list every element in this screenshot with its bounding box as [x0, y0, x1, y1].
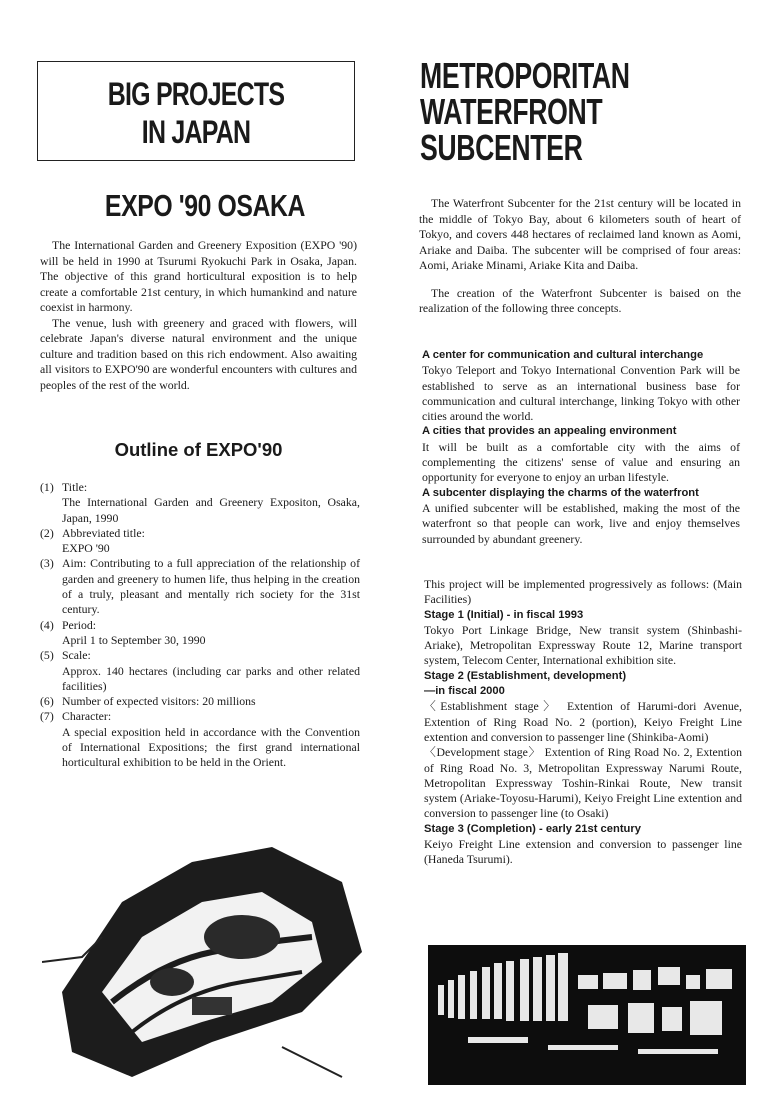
- outline-label: Character:: [62, 709, 112, 724]
- outline-num: (1): [40, 480, 54, 494]
- outline-value: April 1 to September 30, 1990: [62, 632, 206, 647]
- expo-intro-paragraph: The venue, lush with greenery and graced with flowers, will celebrate Japan's diverse natural environment and the unique culture and tradition based on this rich endowment. Also awaiting all visitors to EXPO'90 are wonderful encounters with cultures and peoples of the rest of the world.: [40, 315, 357, 392]
- waterfront-title: [420, 55, 630, 168]
- outline-num: (2): [40, 525, 54, 540]
- outline-label: Period:: [62, 617, 97, 632]
- stage-heading: Stage 2 (Establishment, development): [424, 669, 627, 682]
- outline-item: [40, 648, 360, 694]
- stage-body: 〈Development stage〉 Extention of Ring Road No. 2, Extention of Ring Road No. 3, Metropolitan Expressway Narumi Route, Metropolitan Expressway Toshin-Rinkai Route, New transit system (Ariake-Toyosu-Harumi), Keiyo Freight Line extention and conversion to passenger line (to Osaki): [424, 745, 742, 821]
- waterfront-intro-paragraph: The Waterfront Subcenter for the 21st century will be located in the middle of Tokyo Bay, about 6 kilometers south of heart of Tokyo, and covers 448 hectares of reclaimed land known as Aomi, Ariake and Daiba. The subcenter will be comprised of four areas: Aomi, Ariake Minami, Ariake Kita and Daiba.: [419, 196, 741, 272]
- outline-item: [40, 480, 360, 526]
- waterfront-intro: [419, 196, 741, 329]
- outline-heading: Outline of EXPO'90: [114, 439, 283, 460]
- outline-label: Abbreviated title:: [62, 525, 145, 540]
- outline-label: Scale:: [62, 648, 91, 663]
- section-title-box: [37, 61, 355, 161]
- outline-value: A special exposition held in accordance with the Convention of International Expositions; the first grand international horticultural exhibition to be held in the Orient.: [62, 724, 360, 770]
- implementation-section: [424, 577, 742, 868]
- outline-num: (5): [40, 648, 54, 663]
- box-title-line-1: BIG PROJECTS: [107, 76, 285, 112]
- outline-num: (6): [40, 694, 54, 709]
- expo-intro-paragraph: The International Garden and Greenery Exposition (EXPO '90) will be held in 1990 at Tsurumi Ryokuchi Park in Osaka, Japan. The objective of this grand horticultural exposition is to help create a comfortable 21st century, in which humankind and nature coexist in harmony.: [40, 238, 357, 314]
- concept-body: Tokyo Teleport and Tokyo International Convention Park will be established to serve as an international business base for communication and cultural interchange, linking Tokyo with other cities around the world.: [422, 363, 740, 424]
- expo-intro: [40, 238, 357, 393]
- outline-num: (7): [40, 709, 54, 724]
- outline-item: [40, 618, 360, 649]
- outline-num: (3): [40, 556, 54, 571]
- waterfront-title-line: SUBCENTER: [420, 127, 583, 168]
- implementation-intro: This project will be implemented progressively as follows: (Main Facilities): [424, 577, 742, 607]
- concepts-list: [422, 348, 740, 547]
- waterfront-title-line: METROPORITAN: [420, 55, 630, 96]
- stage-body: Keiyo Freight Line extension and conversion to passenger line (Haneda Tsurumi).: [424, 837, 742, 867]
- stage-body: 〈Establishment stage〉 Extention of Harumi-dori Avenue, Extention of Ring Road No. 2 (portion), Keiyo Freight Line extention and conversion to passenger line (Shinkiba-Aomi): [424, 699, 742, 744]
- expo-site-map-image: [42, 842, 372, 1082]
- waterfront-title-line: WATERFRONT: [420, 91, 603, 132]
- outline-label: Aim: Contributing to a full appreciation of the relationship of garden and greenery to humen life, thus helping in the creation of a truly, pleasant and mentally rich society for the 31st century.: [62, 556, 360, 617]
- outline-item: [40, 694, 360, 709]
- stage-subheading: —in fiscal 2000: [424, 685, 505, 698]
- expo-heading: EXPO '90 OSAKA: [104, 188, 306, 223]
- stage-body: Tokyo Port Linkage Bridge, New transit system (Shinbashi-Ariake), Metropolitan Expressway Route 12, Marine transport system, Telecom Center, International exhibition site.: [424, 622, 742, 668]
- box-title-line-2: IN JAPAN: [141, 114, 251, 150]
- waterfront-intro-paragraph: The creation of the Waterfront Subcenter is baised on the realization of the following three concepts.: [419, 285, 741, 315]
- outline-num: (4): [40, 617, 54, 632]
- concept-body: It will be built as a comfortable city with the aims of complementing the citizens' sense of value and ensuring an opportunity for everyone to enjoy an urban lifestyle.: [422, 439, 740, 485]
- outline-value: Approx. 140 hectares (including car parks and other related facilities): [62, 663, 360, 693]
- outline-value: EXPO '90: [62, 541, 110, 556]
- concept-body: A unified subcenter will be established, making the most of the waterfront so that people can work, live and enjoy themselves surrounded by abundant greenery.: [422, 500, 740, 546]
- outline-label: Number of expected visitors: 20 millions: [62, 694, 256, 709]
- concept-heading: A center for communication and cultural interchange: [422, 349, 704, 361]
- concept-heading: A subcenter displaying the charms of the waterfront: [422, 486, 699, 499]
- waterfront-model-photo: [428, 945, 746, 1085]
- outline-item: [40, 556, 360, 617]
- stage-heading: Stage 3 (Completion) - early 21st century: [424, 822, 641, 835]
- outline-item: [40, 526, 360, 557]
- outline-value: The International Garden and Greenery Expositon, Osaka, Japan, 1990: [62, 495, 360, 525]
- outline-list: [40, 480, 360, 771]
- stage-heading: Stage 1 (Initial) - in fiscal 1993: [424, 608, 584, 621]
- outline-label: Title:: [62, 480, 88, 494]
- concept-heading: A cities that provides an appealing environment: [422, 425, 677, 438]
- outline-item: [40, 709, 360, 770]
